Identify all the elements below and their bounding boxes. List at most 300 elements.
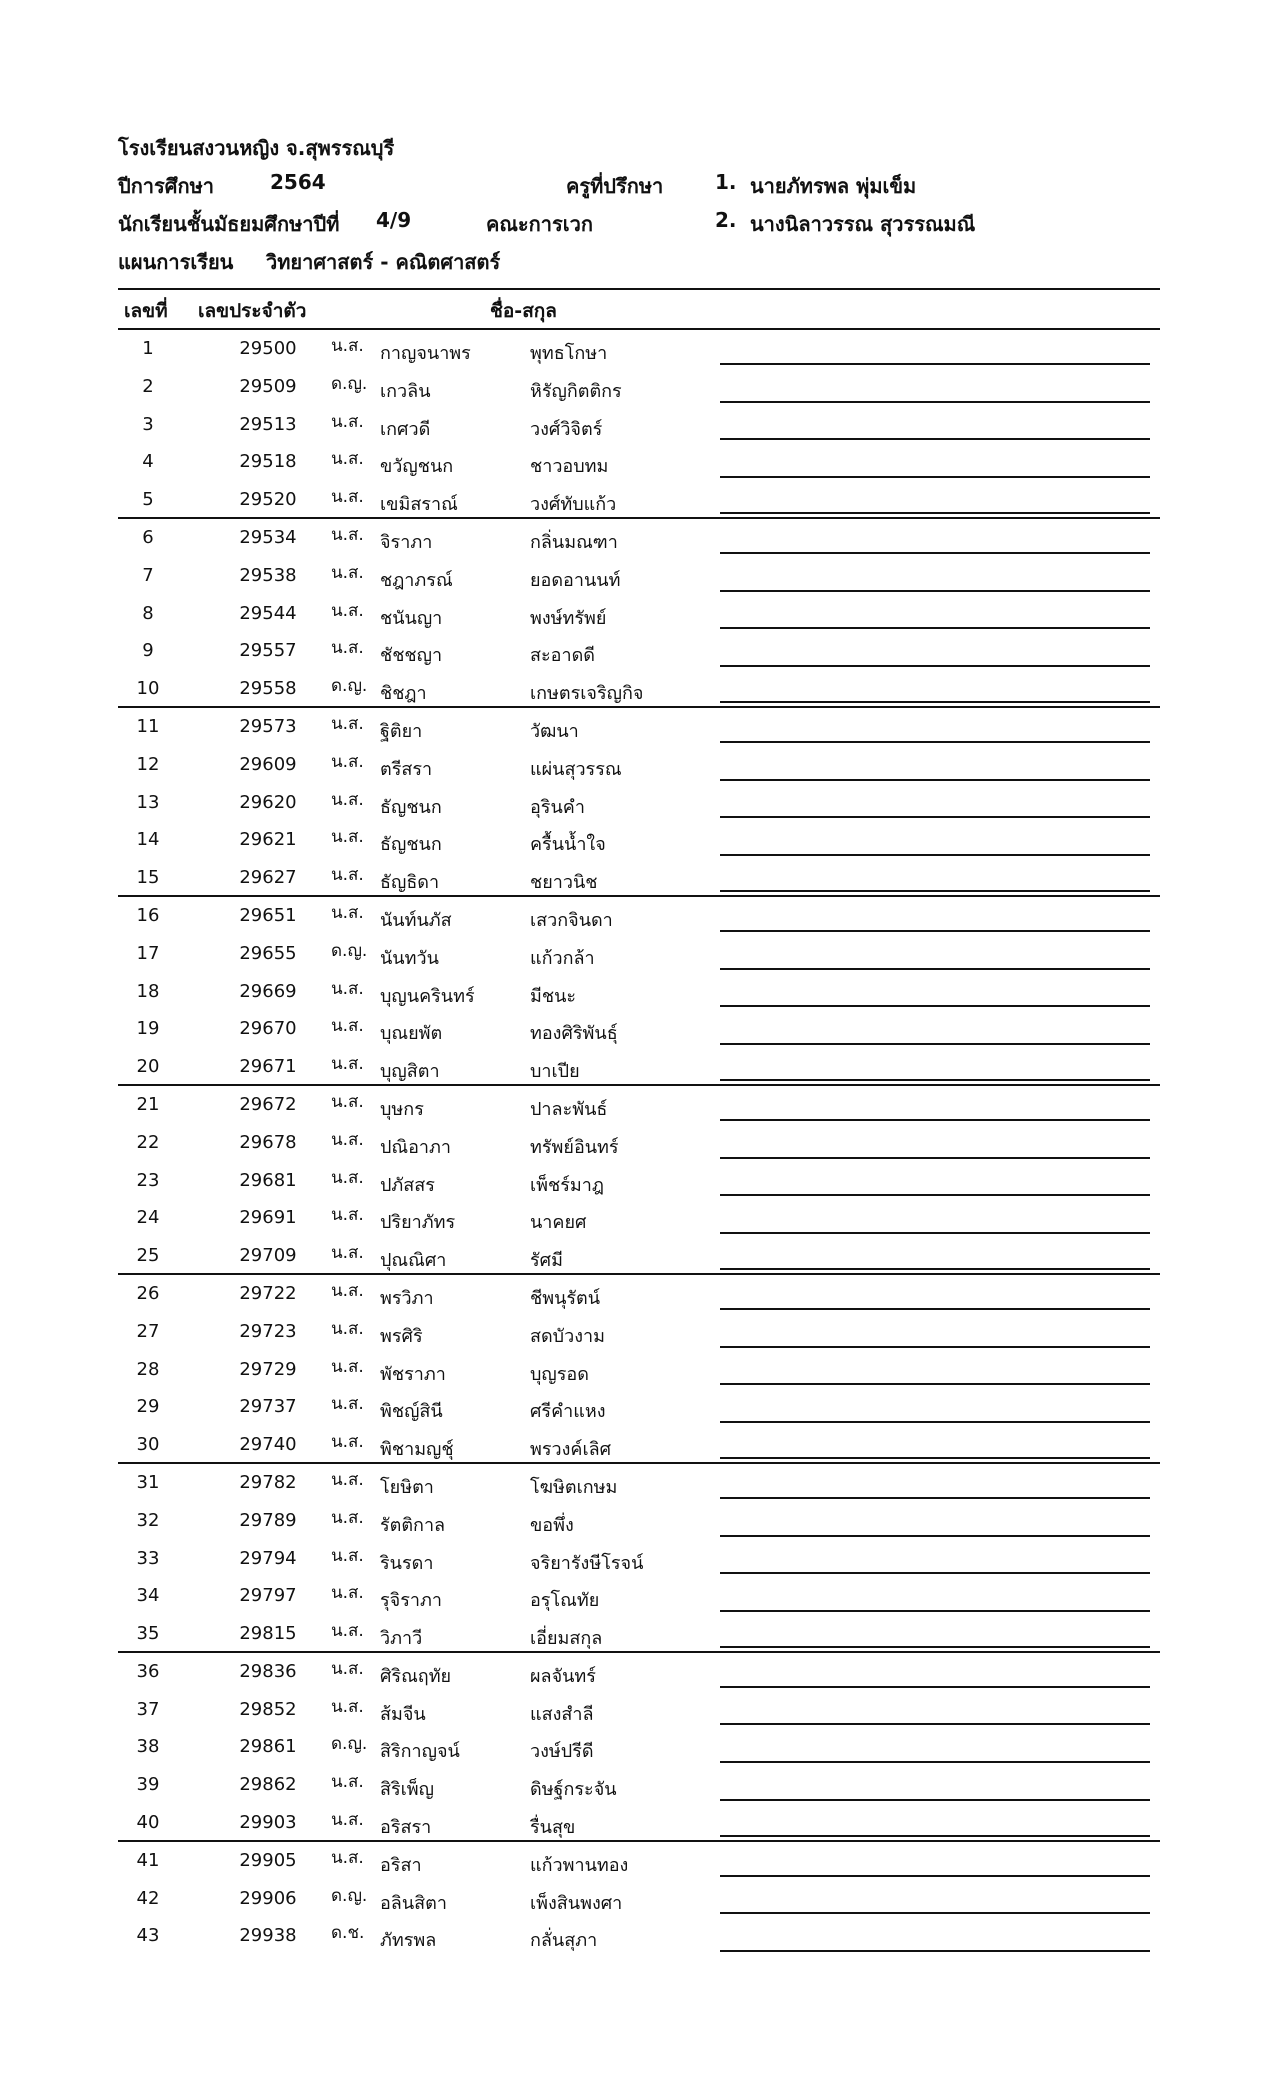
student-id: 29509 (239, 375, 297, 397)
signature-line (720, 627, 1150, 629)
name-prefix: น.ส. (331, 411, 364, 432)
column-header-name: ชื่อ-สกุล (490, 300, 557, 322)
first-name: ขวัญชนก (380, 456, 454, 478)
last-name: เสวกจินดา (530, 909, 613, 931)
first-name: โยษิตา (380, 1476, 434, 1498)
last-name: สะอาดดี (530, 645, 595, 667)
student-number: 41 (136, 1849, 160, 1871)
signature-line (720, 1610, 1150, 1612)
advisor2-name: นางนิลาวรรณ สุวรรณมณี (750, 212, 976, 236)
name-prefix: น.ส. (331, 1507, 364, 1528)
school-name: โรงเรียนสงวนหญิง จ.สุพรรณบุรี (118, 136, 395, 160)
header-line-1 (118, 132, 1158, 170)
signature-line (720, 401, 1150, 403)
student-number: 42 (136, 1887, 160, 1909)
header-line-4 (118, 246, 1158, 284)
name-prefix: น.ส. (331, 1545, 364, 1566)
first-name: ชิชฎา (380, 683, 427, 705)
table-row (118, 595, 1160, 633)
name-prefix: น.ส. (331, 902, 364, 923)
signature-line (720, 1761, 1150, 1763)
signature-line (720, 779, 1150, 781)
name-prefix: น.ส. (331, 865, 364, 886)
signature-line (720, 1646, 1150, 1648)
last-name: หิรัญกิตติกร (530, 380, 622, 402)
table-row (118, 1426, 1160, 1464)
last-name: พรวงค์เลิศ (530, 1439, 612, 1461)
first-name: ธัญชนก (380, 796, 442, 818)
last-name: แผ่นสุวรรณ (530, 758, 622, 780)
student-number: 5 (142, 489, 154, 511)
student-number: 3 (142, 413, 154, 435)
table-body (118, 330, 1160, 1955)
student-id: 29609 (239, 753, 297, 775)
first-name: บุณยพัต (380, 1023, 443, 1045)
signature-line (720, 1194, 1150, 1196)
name-prefix: น.ส. (331, 1847, 364, 1868)
name-prefix: น.ส. (331, 713, 364, 734)
table-row (118, 821, 1160, 859)
table-row (118, 670, 1160, 708)
last-name: ปาละพันธ์ (530, 1098, 608, 1120)
class-label: นักเรียนชั้นมัธยมศึกษาปีที่ (118, 212, 340, 236)
student-id: 29836 (239, 1660, 297, 1682)
student-id: 29681 (239, 1169, 297, 1191)
signature-line (720, 476, 1150, 478)
last-name: ชาวอบทม (530, 456, 609, 478)
first-name: บุษกร (380, 1098, 424, 1120)
last-name: เพ็งสินพงศา (530, 1892, 623, 1914)
signature-line (720, 968, 1150, 970)
signature-line (720, 552, 1150, 554)
last-name: ทรัพย์อินทร์ (530, 1136, 619, 1158)
name-prefix: ด.ญ. (331, 1734, 368, 1755)
last-name: ชยาวนิช (530, 872, 598, 894)
student-id: 29797 (239, 1585, 297, 1607)
signature-line (720, 890, 1150, 892)
student-number: 7 (142, 564, 154, 586)
student-id: 29672 (239, 1093, 297, 1115)
first-name: นันท์นภัส (380, 909, 452, 931)
last-name: ขอพึ่ง (530, 1514, 574, 1536)
last-name: อรุโณทัย (530, 1590, 600, 1612)
program-value: วิทยาศาสตร์ - คณิตศาสตร์ (266, 250, 501, 274)
last-name: แสงสำลี (530, 1703, 594, 1725)
student-id: 29861 (239, 1736, 297, 1758)
student-number: 1 (142, 338, 154, 359)
student-id: 29669 (239, 980, 297, 1002)
student-number: 32 (136, 1509, 160, 1531)
last-name: อุรินคำ (530, 796, 585, 818)
first-name: พัชราภา (380, 1363, 446, 1385)
last-name: เพ็ชร์มาฎ (530, 1174, 604, 1196)
student-number: 39 (136, 1774, 160, 1796)
student-number: 23 (136, 1169, 160, 1191)
student-number: 38 (136, 1736, 160, 1758)
signature-line (720, 1383, 1150, 1385)
signature-line (720, 1875, 1150, 1877)
table-row (118, 1237, 1160, 1275)
first-name: บุญสิตา (380, 1061, 440, 1083)
table-row (118, 708, 1160, 746)
table-row (118, 859, 1160, 897)
name-prefix: ด.ญ. (331, 373, 368, 394)
table-row (118, 1691, 1160, 1729)
table-row (118, 1086, 1160, 1124)
name-prefix: น.ส. (331, 1318, 364, 1339)
first-name: ปณิอาภา (380, 1136, 452, 1158)
signature-line (720, 1157, 1150, 1159)
last-name: กลั่นสุภา (530, 1930, 598, 1952)
name-prefix: น.ส. (331, 1054, 364, 1075)
table-row (118, 1162, 1160, 1200)
student-id: 29852 (239, 1698, 297, 1720)
student-id: 29938 (239, 1925, 297, 1947)
student-number: 11 (136, 715, 160, 737)
first-name: ปภัสสร (380, 1174, 435, 1196)
table-row (118, 1653, 1160, 1691)
signature-line (720, 1912, 1150, 1914)
student-number: 21 (136, 1093, 160, 1115)
table-row (118, 784, 1160, 822)
name-prefix: น.ส. (331, 789, 364, 810)
last-name: ดิษฐ์กระจัน (530, 1779, 617, 1801)
last-name: ชีพนุรัตน์ (530, 1287, 601, 1309)
last-name: รื่นสุข (530, 1817, 576, 1839)
advisor1-number: 1. (715, 170, 737, 194)
table-row (118, 973, 1160, 1011)
column-header-no: เลขที่ (124, 300, 168, 322)
last-name: กลิ่นมณฑา (530, 531, 618, 553)
name-prefix: น.ส. (331, 1243, 364, 1264)
student-id: 29670 (239, 1018, 297, 1040)
name-prefix: ด.ญ. (331, 1885, 368, 1906)
signature-line (720, 1799, 1150, 1801)
table-row (118, 1464, 1160, 1502)
first-name: เขมิสราณ์ (380, 494, 458, 516)
last-name: ครื้นน้ำใจ (530, 834, 606, 856)
student-id: 29534 (239, 526, 297, 548)
class-value: 4/9 (376, 208, 412, 232)
table-row (118, 1351, 1160, 1389)
student-number: 24 (136, 1207, 160, 1229)
student-number: 14 (136, 829, 160, 851)
first-name: กาญจนาพร (380, 343, 471, 364)
table-row (118, 557, 1160, 595)
signature-line (720, 665, 1150, 667)
table-row (118, 1048, 1160, 1086)
year-label: ปีการศึกษา (118, 174, 214, 198)
name-prefix: น.ส. (331, 1016, 364, 1037)
student-number: 9 (142, 640, 154, 662)
name-prefix: น.ส. (331, 751, 364, 772)
committee-name: คณะการเวก (486, 212, 593, 236)
student-number: 12 (136, 753, 160, 775)
table-row (118, 1880, 1160, 1918)
table-row (118, 632, 1160, 670)
advisor2-number: 2. (715, 208, 737, 232)
name-prefix: น.ส. (331, 638, 364, 659)
signature-line (720, 1835, 1150, 1837)
student-id: 29538 (239, 564, 297, 586)
signature-line (720, 590, 1150, 592)
last-name: เอี่ยมสกุล (530, 1628, 603, 1650)
signature-line (720, 854, 1150, 856)
first-name: เกศวดี (380, 418, 431, 440)
name-prefix: น.ส. (331, 1356, 364, 1377)
last-name: รัศมี (530, 1250, 563, 1272)
first-name: ธัญธิดา (380, 872, 440, 894)
student-id: 29678 (239, 1131, 297, 1153)
name-prefix: น.ส. (331, 562, 364, 583)
table-row (118, 1842, 1160, 1880)
first-name: ฐิติยา (380, 720, 423, 742)
table-row (118, 1728, 1160, 1766)
student-id: 29520 (239, 489, 297, 511)
name-prefix: น.ส. (331, 1205, 364, 1226)
student-id: 29903 (239, 1812, 297, 1834)
last-name: พงษ์ทรัพย์ (530, 607, 607, 629)
name-prefix: น.ส. (331, 336, 364, 356)
name-prefix: น.ส. (331, 1810, 364, 1831)
student-number: 25 (136, 1245, 160, 1267)
document-header (118, 132, 1158, 284)
student-id: 29557 (239, 640, 297, 662)
student-number: 13 (136, 791, 160, 813)
table-row (118, 1917, 1160, 1955)
first-name: บุญนครินทร์ (380, 985, 475, 1007)
student-number: 26 (136, 1282, 160, 1304)
student-number: 34 (136, 1585, 160, 1607)
first-name: อลินสิตา (380, 1892, 447, 1914)
first-name: ส้มจีน (380, 1703, 426, 1725)
student-number: 4 (142, 451, 154, 473)
table-row (118, 1388, 1160, 1426)
table-row (118, 1502, 1160, 1540)
signature-line (720, 1723, 1150, 1725)
signature-line (720, 1535, 1150, 1537)
signature-line (720, 363, 1150, 365)
student-number: 16 (136, 904, 160, 926)
student-id: 29500 (239, 338, 297, 359)
last-name: มีชนะ (530, 985, 577, 1007)
student-id: 29691 (239, 1207, 297, 1229)
signature-line (720, 930, 1150, 932)
first-name: จิราภา (380, 531, 433, 553)
name-prefix: น.ส. (331, 600, 364, 621)
first-name: รัตติกาล (380, 1514, 446, 1536)
student-number: 2 (142, 375, 154, 397)
student-id: 29709 (239, 1245, 297, 1267)
student-id: 29671 (239, 1056, 297, 1078)
student-number: 30 (136, 1434, 160, 1456)
student-number: 28 (136, 1358, 160, 1380)
signature-line (720, 1950, 1150, 1952)
first-name: สิริเพ็ญ (380, 1779, 435, 1801)
first-name: ชนันญา (380, 607, 443, 629)
last-name: บาเปีย (530, 1061, 580, 1083)
signature-line (720, 1005, 1150, 1007)
name-prefix: น.ส. (331, 1280, 364, 1301)
name-prefix: น.ส. (331, 1432, 364, 1453)
table-row (118, 1540, 1160, 1578)
student-number: 8 (142, 602, 154, 624)
program-label: แผนการเรียน (118, 250, 234, 274)
name-prefix: น.ส. (331, 1469, 364, 1490)
table-row (118, 1313, 1160, 1351)
student-number: 17 (136, 942, 160, 964)
first-name: สิริกาญจน์ (380, 1741, 460, 1763)
student-number: 37 (136, 1698, 160, 1720)
column-header-id: เลขประจำตัว (198, 300, 307, 322)
first-name: รินรดา (380, 1552, 434, 1574)
student-number: 22 (136, 1131, 160, 1153)
name-prefix: ด.ญ. (331, 940, 368, 961)
student-id: 29621 (239, 829, 297, 851)
student-id: 29723 (239, 1320, 297, 1342)
signature-line (720, 1457, 1150, 1459)
table-row (118, 519, 1160, 557)
table-row (118, 1124, 1160, 1162)
last-name: บุญรอด (530, 1363, 589, 1385)
last-name: ผลจันทร์ (530, 1665, 596, 1687)
student-number: 10 (136, 678, 160, 700)
first-name: พิชญ์สินี (380, 1401, 443, 1423)
table-row (118, 443, 1160, 481)
signature-line (720, 1079, 1150, 1081)
student-table (118, 288, 1160, 1955)
name-prefix: น.ส. (331, 1091, 364, 1112)
first-name: ศิริณฤทัย (380, 1665, 452, 1687)
student-id: 29518 (239, 451, 297, 473)
student-number: 40 (136, 1812, 160, 1834)
signature-line (720, 512, 1150, 514)
student-number: 36 (136, 1660, 160, 1682)
name-prefix: น.ส. (331, 827, 364, 848)
first-name: ปุณณิศา (380, 1250, 447, 1272)
header-line-3 (118, 208, 1158, 246)
table-row (118, 1275, 1160, 1313)
student-id: 29789 (239, 1509, 297, 1531)
signature-line (720, 1043, 1150, 1045)
signature-line (720, 1232, 1150, 1234)
student-number: 20 (136, 1056, 160, 1078)
signature-line (720, 1268, 1150, 1270)
student-number: 33 (136, 1547, 160, 1569)
last-name: โฆษิตเกษม (530, 1476, 618, 1498)
student-number: 18 (136, 980, 160, 1002)
student-number: 31 (136, 1471, 160, 1493)
student-number: 27 (136, 1320, 160, 1342)
last-name: พุทธโกษา (530, 343, 608, 364)
student-number: 15 (136, 867, 160, 889)
name-prefix: น.ส. (331, 1658, 364, 1679)
last-name: วงศ์ทับแก้ว (530, 494, 617, 516)
advisor-label: ครูที่ปรึกษา (566, 174, 664, 198)
student-number: 29 (136, 1396, 160, 1418)
table-row (118, 1199, 1160, 1237)
student-id: 29651 (239, 904, 297, 926)
student-id: 29815 (239, 1623, 297, 1645)
student-id: 29655 (239, 942, 297, 964)
last-name: วงศ์วิจิตร์ (530, 418, 603, 440)
name-prefix: น.ส. (331, 524, 364, 545)
last-name: ศรีคำแหง (530, 1401, 606, 1423)
name-prefix: น.ส. (331, 1167, 364, 1188)
name-prefix: ด.ญ. (331, 676, 368, 697)
table-header (118, 288, 1160, 330)
student-id: 29729 (239, 1358, 297, 1380)
first-name: วิภาวี (380, 1628, 423, 1650)
last-name: แก้วกล้า (530, 947, 595, 969)
signature-line (720, 1421, 1150, 1423)
name-prefix: น.ส. (331, 1621, 364, 1642)
first-name: รุจิราภา (380, 1590, 442, 1612)
student-id: 29620 (239, 791, 297, 813)
name-prefix: น.ส. (331, 449, 364, 470)
advisor1-name: นายภัทรพล พุ่มเข็ม (750, 174, 917, 198)
name-prefix: น.ส. (331, 487, 364, 508)
signature-line (720, 1572, 1150, 1574)
student-id: 29558 (239, 678, 297, 700)
first-name: พรวิภา (380, 1287, 434, 1309)
student-id: 29627 (239, 867, 297, 889)
table-row (118, 368, 1160, 406)
signature-line (720, 1497, 1150, 1499)
first-name: เกวลิน (380, 380, 431, 402)
signature-line (720, 1308, 1150, 1310)
academic-year: 2564 (270, 170, 326, 194)
table-row (118, 1577, 1160, 1615)
signature-line (720, 1686, 1150, 1688)
last-name: เกษตรเจริญกิจ (530, 683, 644, 705)
table-row (118, 406, 1160, 444)
name-prefix: น.ส. (331, 1772, 364, 1793)
first-name: ชัชชญา (380, 645, 443, 667)
first-name: ธัญชนก (380, 834, 442, 856)
table-row (118, 1010, 1160, 1048)
signature-line (720, 741, 1150, 743)
first-name: พิชามญชุ์ (380, 1439, 454, 1461)
table-row (118, 1766, 1160, 1804)
student-id: 29862 (239, 1774, 297, 1796)
student-id: 29722 (239, 1282, 297, 1304)
name-prefix: น.ส. (331, 1394, 364, 1415)
student-id: 29905 (239, 1849, 297, 1871)
table-row (118, 935, 1160, 973)
first-name: ภัทรพล (380, 1930, 437, 1952)
first-name: ตรีสรา (380, 758, 433, 780)
table-row (118, 481, 1160, 519)
signature-line (720, 1119, 1150, 1121)
student-id: 29740 (239, 1434, 297, 1456)
name-prefix: ด.ช. (331, 1923, 365, 1944)
table-row (118, 1615, 1160, 1653)
last-name: สดบัวงาม (530, 1325, 605, 1347)
student-number: 43 (136, 1925, 160, 1947)
last-name: จริยารังษีโรจน์ (530, 1552, 644, 1574)
first-name: ปริยาภัทร (380, 1212, 456, 1234)
student-number: 6 (142, 526, 154, 548)
last-name: ทองศิริพันธุ์ (530, 1023, 618, 1045)
table-row (118, 1804, 1160, 1842)
last-name: แก้วพานทอง (530, 1854, 629, 1876)
last-name: ยอดอานนท์ (530, 569, 621, 591)
last-name: วัฒนา (530, 720, 579, 742)
first-name: อริสรา (380, 1817, 432, 1839)
student-id: 29573 (239, 715, 297, 737)
first-name: อริสา (380, 1854, 422, 1876)
